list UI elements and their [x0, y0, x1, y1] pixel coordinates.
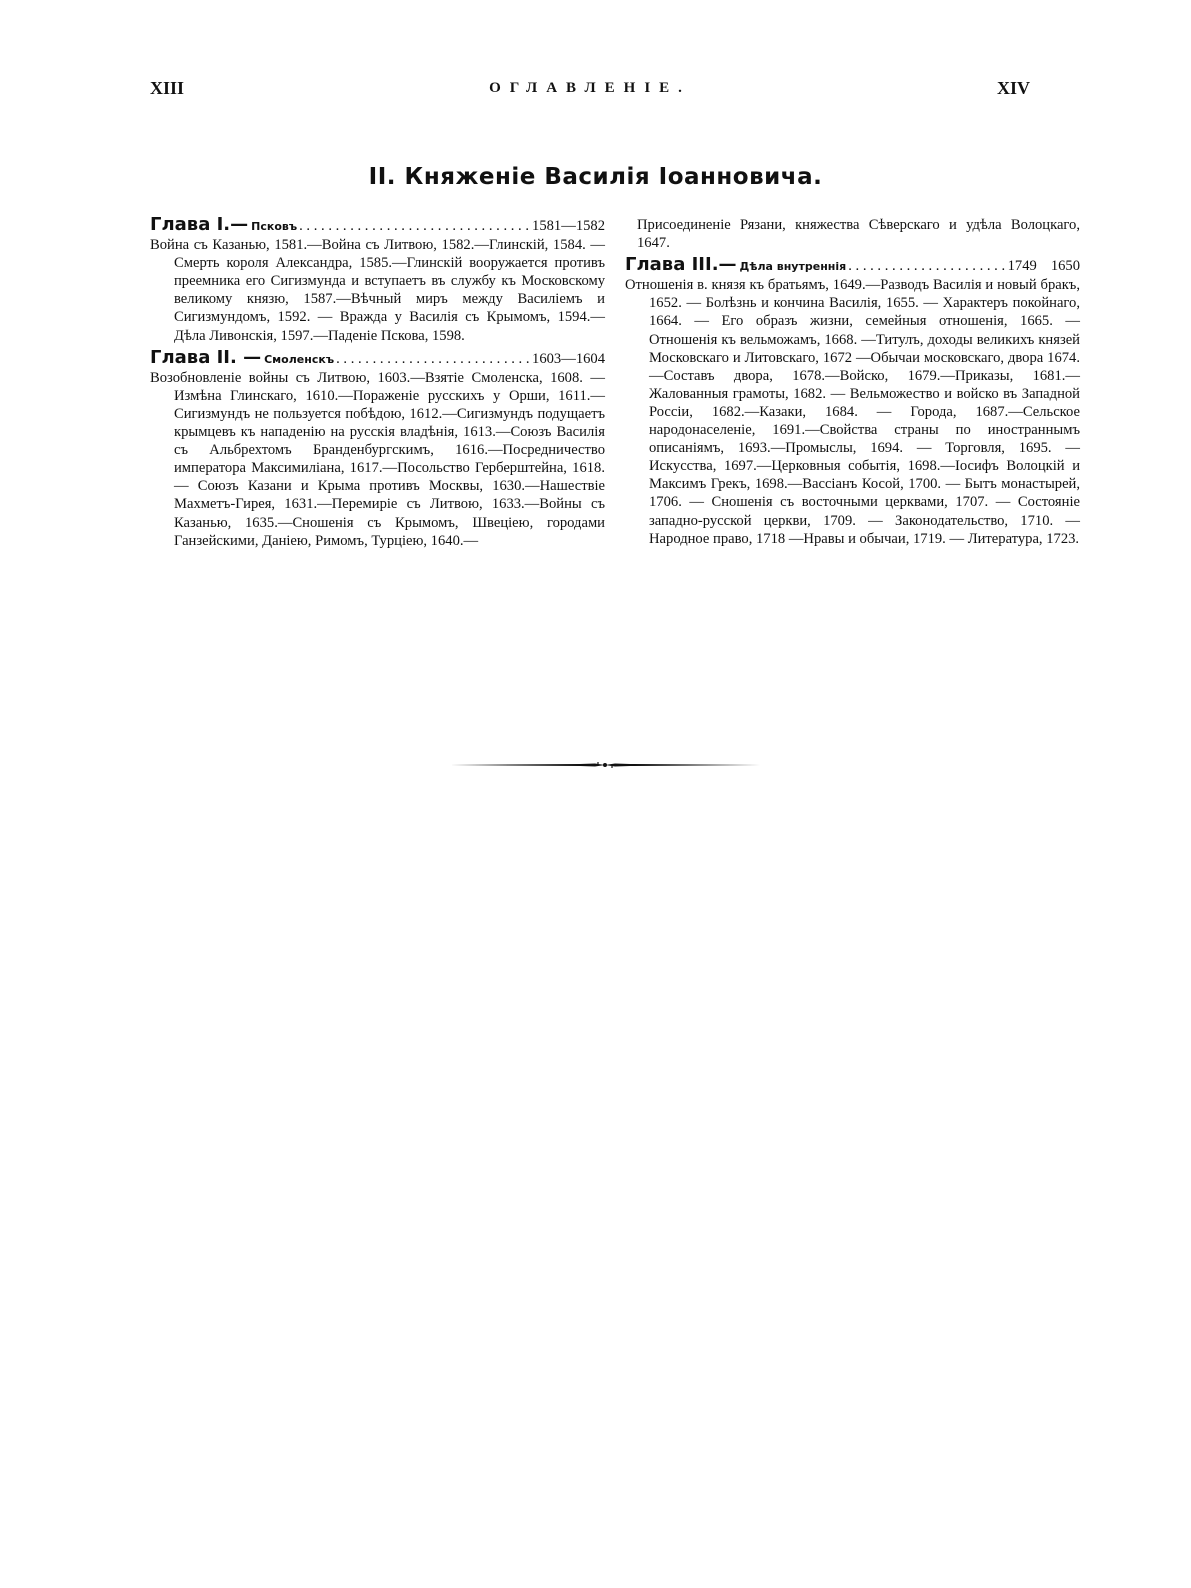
- running-title: ОГЛАВЛЕНІЕ.: [489, 80, 691, 96]
- chapter-topic: Дѣла внутреннія: [739, 260, 847, 274]
- chapter-summary: Война съ Казанью, 1581.—Война съ Литвою, 1582.—Глинскій, 1584. — Смерть короля Александра, 1585.—Глинскій вооружается противъ преемника его Сигизмунда и вступаетъ въ службу къ Московскому великому князю, 1587.—Вѣчный миръ между Василіемъ и Сигизмундомъ, 1592. — Вражда у Василія съ Крымомъ, 1594.—Дѣла Ливонскія, 1597.—Паденіе Пскова, 1598.: [150, 237, 605, 344]
- left-page-number: XIII: [150, 78, 185, 98]
- chapter-3: [625, 256, 1080, 548]
- chapter-summary: Возобновленіе войны съ Литвою, 1603.—Взятіе Смоленска, 1608. — Измѣна Глинскаго, 1610.—Пораженіе русскихъ у Орши, 1611.—Сигизмундъ не пользуется побѣдою, 1612.—Сигизмундъ подущаетъ крымцевъ къ нападенію на русскія владѣнія, 1613.—Союзъ Василія съ Альбрехтомъ Бранденбургскимъ, 1616.—Посредничество императора Максимиліана, 1617.—Посольство Герберштейна, 1618. — Союзъ Казани и Крыма противъ Москвы, 1630.—Нашествіе Махметъ-Гирея, 1631.—Перемиріе съ Литвою, 1633.—Войны съ Казанью, 1635.—Сношенія съ Крымомъ, Швеціею, городами Ганзейскими, Даніею, Римомъ, Турціею, 1640.—: [150, 369, 605, 549]
- chapter-heading: [625, 256, 1080, 276]
- chapter-topic: Псковъ: [251, 220, 298, 233]
- chapter-summary: Отношенія в. князя къ братьямъ, 1649.—Разводъ Василія и новый бракъ, 1652. — Болѣзнь и кончина Василія, 1655. — Характеръ покойнаго, 1664. — Его образъ жизни, семейныя отношенія, 1665. — Отношенія къ вельможамъ, 1668. —Титулъ, доходы великихъ князей Московскаго и Литовскаго, 1672 —Обычаи московскаго, двора 1674.—Составъ двора, 1678.—Войско, 1679.—Приказы, 1681.—Жалованныя грамоты, 1682. — Вельможество и войско въ Западной Россіи, 1682.—Казаки, 1684. — Города, 1687.—Сельское народонаселеніе, 1691.—Свойства страны по иностраннымъ описаніямъ, 1693.—Промыслы, 1694. — Торговля, 1695. — Искусства, 1697.—Церковныя событія, 1698.—Іосифъ Волоцкій и Максимъ Грекъ, 1698.—Вассіанъ Косой, 1700. — Бытъ монастырей, 1706. — Сношенія съ восточными церквами, 1707. — Состояніе западно-русской церкви, 1709. — Законодательство, 1710. — Народное право, 1718 —Нравы и обычаи, 1719. — Литература, 1723.: [625, 277, 1080, 547]
- chapter-pages: 1603—1604: [532, 350, 605, 367]
- chapter-label: Глава III.—: [625, 254, 737, 276]
- chapter-pages-extra: 1650: [1050, 258, 1080, 275]
- chapter-pages: 1581—1582: [532, 218, 605, 234]
- chapter-label: Глава II. —: [150, 346, 262, 368]
- left-column: [150, 216, 605, 554]
- right-page-number: XIV: [996, 78, 1030, 98]
- chapter-2: [150, 346, 605, 550]
- dot-leader: [299, 217, 530, 235]
- chapter-2-continuation: Присоединеніе Рязани, княжества Сѣверскаго и удѣла Волоцкаго, 1647.: [637, 217, 1080, 252]
- chapter-heading: [150, 346, 605, 369]
- chapter-heading: [150, 216, 605, 236]
- dot-leader: [848, 257, 1005, 275]
- chapter-pages: 1749: [1007, 258, 1037, 275]
- part-title: II. Княженіе Василія Іоанновича.: [368, 164, 823, 190]
- dot-leader: [336, 350, 530, 368]
- running-head: [150, 78, 1030, 102]
- ornament-divider: [450, 760, 760, 770]
- chapter-label: Глава I.—: [150, 214, 249, 235]
- chapter-topic: Смоленскъ: [264, 352, 335, 366]
- chapter-1: [150, 216, 605, 345]
- right-column: [625, 216, 1080, 552]
